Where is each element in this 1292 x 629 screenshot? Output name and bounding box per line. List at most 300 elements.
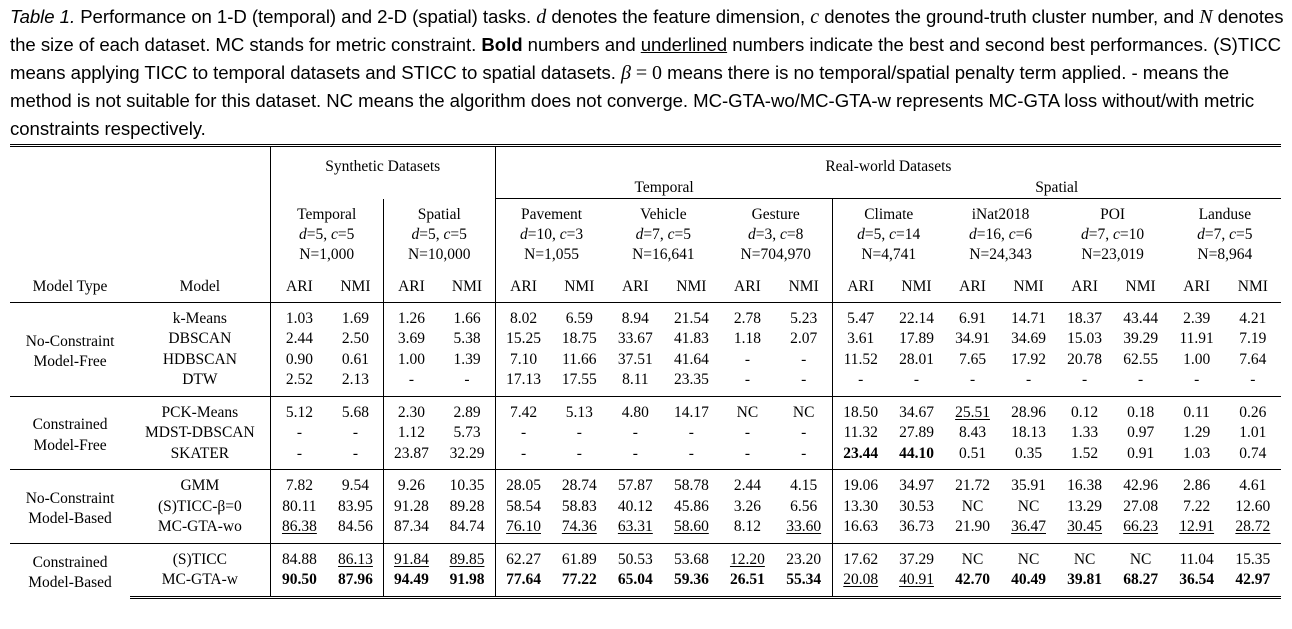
score-cell: - — [969, 371, 976, 388]
model-name-cell: HDBSCAN — [162, 350, 237, 368]
score-cell: 7.42 — [495, 396, 551, 423]
dataset-name: Gesture — [751, 206, 800, 223]
table-row — [10, 444, 1281, 470]
score-cell: 0.74 — [1239, 444, 1267, 462]
score-cell: - — [270, 423, 328, 444]
score-cell: 39.81 — [1057, 570, 1113, 597]
score-cell: - — [744, 424, 750, 441]
score-cell: 43.44 — [1113, 302, 1169, 329]
score-cell: 23.20 — [775, 543, 832, 570]
table-row — [10, 329, 1281, 350]
score-cell: 36.47 — [1011, 518, 1046, 535]
score-cell: NC — [1057, 543, 1113, 570]
score-cell: 1.01 — [1239, 424, 1267, 441]
score-cell: 8.94 — [607, 302, 663, 329]
score-cell: 8.11 — [622, 371, 649, 388]
score-cell: 30.45 — [1067, 518, 1103, 535]
dataset-size: N=16,641 — [632, 246, 695, 263]
score-cell: 2.78 — [719, 302, 775, 329]
score-cell: 61.89 — [551, 543, 607, 570]
dataset-size: N=23,019 — [1081, 246, 1144, 263]
caption-text: numbers indicate the best and second best performances. (S)TICC means applying TICC to temporal datasets and STICC to spatial datasets. — [10, 34, 1281, 83]
score-cell: 77.22 — [551, 570, 607, 597]
score-cell: - — [913, 371, 920, 388]
param-d: d — [1197, 226, 1205, 243]
dataset-header — [719, 199, 832, 266]
score-cell: - — [352, 444, 359, 462]
dataset-header — [607, 199, 719, 266]
metric-header-ari: ARI — [959, 278, 986, 295]
dataset-name: Landuse — [1198, 206, 1252, 223]
score-cell: 21.72 — [945, 470, 1001, 497]
score-cell: 0.12 — [1057, 396, 1113, 423]
param-c: c — [443, 225, 451, 243]
model-name-cell: (S)TICC-β=0 — [157, 497, 242, 515]
score-cell: 50.53 — [607, 543, 663, 570]
score-cell: 5.23 — [775, 302, 832, 329]
dataset-params — [1169, 225, 1281, 245]
score-cell: 16.63 — [832, 517, 888, 543]
score-cell: 41.83 — [673, 330, 709, 347]
score-cell: 14.17 — [663, 396, 719, 423]
param-d-value: =7, — [1204, 226, 1230, 243]
realworld-datasets-header: Real-world Datasets — [495, 146, 1281, 178]
score-cell: 11.32 — [832, 423, 888, 444]
score-cell: 77.64 — [495, 570, 551, 597]
score-cell: - — [801, 424, 807, 441]
score-cell: NC — [961, 497, 984, 515]
score-cell: 5.13 — [551, 396, 607, 423]
dataset-params — [271, 225, 383, 245]
dataset-params — [833, 225, 945, 245]
score-cell: 28.72 — [1235, 518, 1271, 535]
score-cell: 15.25 — [495, 329, 551, 350]
score-cell: 0.11 — [1169, 396, 1225, 423]
score-cell: 0.91 — [1127, 444, 1155, 462]
score-cell: 55.34 — [775, 570, 832, 597]
param-d: d — [411, 225, 420, 243]
score-cell: 2.89 — [439, 396, 495, 423]
score-cell: 1.03 — [1183, 444, 1211, 462]
score-cell: 12.20 — [719, 543, 775, 570]
model-name-cell: k-Means — [130, 302, 270, 329]
table-row — [10, 370, 1281, 396]
score-cell: - — [1025, 371, 1032, 388]
metric-header-nmi: NMI — [788, 278, 819, 295]
score-cell: 11.91 — [1179, 330, 1214, 347]
score-cell: 1.29 — [1183, 424, 1211, 441]
score-cell: - — [1082, 371, 1088, 388]
score-cell: 5.68 — [328, 396, 383, 423]
score-cell: - — [270, 444, 328, 470]
model-type-cell — [10, 396, 130, 470]
dataset-params — [945, 225, 1057, 245]
results-table — [10, 144, 1281, 599]
score-cell: NC — [1113, 543, 1169, 570]
model-name-cell: DTW — [182, 371, 218, 388]
param-c: c — [1008, 226, 1016, 243]
dataset-params — [719, 225, 832, 245]
score-cell: - — [744, 371, 750, 388]
score-cell: 0.26 — [1225, 396, 1281, 423]
score-cell: 91.28 — [383, 497, 439, 518]
param-c: c — [667, 226, 675, 243]
dataset-params — [496, 225, 608, 245]
score-cell: - — [801, 350, 807, 368]
param-c-value: =5 — [337, 225, 355, 243]
param-c-value: =8 — [786, 226, 804, 243]
score-cell: 39.29 — [1123, 330, 1159, 347]
model-type-cell — [10, 302, 130, 396]
score-cell: 7.10 — [495, 350, 551, 371]
param-c-value: =3 — [566, 226, 584, 243]
dataset-params — [607, 225, 719, 245]
score-cell: - — [632, 424, 638, 441]
score-cell: 58.78 — [663, 470, 719, 497]
param-d: d — [1081, 226, 1089, 243]
score-cell: 16.38 — [1057, 470, 1113, 497]
param-d: d — [857, 226, 865, 243]
score-cell: 86.38 — [270, 517, 328, 543]
score-cell: 18.37 — [1057, 302, 1113, 329]
score-cell: 35.91 — [1001, 470, 1057, 497]
score-cell: - — [688, 444, 694, 462]
score-cell: 5.73 — [453, 424, 481, 441]
temporal-group-header: Temporal — [495, 178, 832, 199]
score-cell: 4.21 — [1225, 302, 1281, 329]
score-cell: - — [744, 444, 750, 462]
model-type-cell — [10, 543, 130, 597]
score-cell: 30.53 — [899, 497, 934, 515]
score-cell: 34.69 — [1011, 330, 1046, 347]
score-cell: 2.07 — [790, 330, 818, 347]
table-row — [10, 396, 1281, 423]
score-cell: 7.82 — [270, 470, 328, 497]
param-d-value: =3, — [755, 226, 780, 243]
dataset-size: N=1,000 — [299, 245, 355, 263]
score-cell: 3.26 — [733, 497, 761, 515]
score-cell: 8.12 — [733, 518, 761, 535]
param-c: c — [330, 225, 338, 243]
score-cell: 8.02 — [495, 302, 551, 329]
table-row — [10, 570, 1281, 597]
score-cell: 53.68 — [663, 543, 719, 570]
metric-header-nmi: NMI — [1237, 278, 1268, 295]
score-cell: - — [1194, 371, 1200, 388]
score-cell: - — [744, 350, 750, 368]
score-cell: 1.39 — [453, 350, 481, 368]
score-cell: 1.69 — [328, 302, 383, 329]
model-name-cell: (S)TICC — [130, 543, 270, 570]
score-cell: 91.98 — [439, 570, 495, 597]
score-cell: 15.35 — [1225, 543, 1281, 570]
model-header: Model — [179, 278, 221, 295]
score-cell: 20.78 — [1067, 350, 1103, 368]
score-cell: 84.88 — [270, 543, 328, 570]
param-d-value: =16, — [976, 226, 1009, 243]
score-cell: 3.61 — [832, 329, 888, 350]
score-cell: 65.04 — [607, 570, 663, 597]
score-cell: 1.00 — [383, 350, 439, 371]
score-cell: 34.91 — [955, 330, 990, 347]
synthetic-datasets-header: Synthetic Datasets — [270, 146, 495, 178]
score-cell: 27.08 — [1123, 497, 1159, 515]
table-row — [10, 517, 1281, 543]
metric-header-ari: ARI — [270, 265, 328, 302]
dataset-size: N=1,055 — [524, 246, 579, 263]
dataset-size: N=704,970 — [740, 246, 811, 263]
score-cell: - — [801, 371, 807, 388]
table-row — [10, 423, 1281, 444]
score-cell: 36.54 — [1169, 570, 1225, 597]
score-cell: 1.66 — [439, 302, 495, 329]
score-cell: NC — [775, 396, 832, 423]
score-cell: 87.34 — [383, 517, 439, 543]
score-cell: 4.15 — [775, 470, 832, 497]
score-cell: 2.39 — [1169, 302, 1225, 329]
dataset-size: N=8,964 — [1197, 246, 1253, 263]
score-cell: 87.96 — [328, 570, 383, 597]
score-cell: 18.13 — [1011, 424, 1046, 441]
caption-text: denotes the feature dimension, — [546, 6, 811, 27]
param-d: d — [519, 226, 528, 243]
score-cell: 89.85 — [439, 543, 495, 570]
model-type-line: Constrained — [32, 416, 108, 434]
param-d: d — [968, 226, 977, 243]
score-cell: 36.73 — [899, 518, 934, 535]
score-cell: 17.55 — [561, 371, 597, 388]
caption-text: Performance on 1-D (temporal) and 2-D (spatial) tasks. — [75, 6, 537, 27]
score-cell: 0.97 — [1127, 424, 1155, 441]
param-d-value: =7, — [1088, 226, 1114, 243]
score-cell: 7.22 — [1183, 497, 1211, 515]
caption-math-beta: β — [621, 62, 631, 84]
param-d-value: =5, — [419, 225, 444, 243]
score-cell: - — [1250, 371, 1256, 388]
metric-header-ari: ARI — [383, 265, 439, 302]
table-caption — [10, 3, 1286, 143]
dataset-size: N=10,000 — [407, 245, 471, 263]
score-cell: 15.03 — [1067, 330, 1103, 347]
dataset-header — [945, 199, 1057, 266]
dataset-name: Climate — [864, 206, 914, 223]
model-type-line: Model-Free — [33, 353, 107, 370]
score-cell: 18.50 — [832, 396, 888, 423]
score-cell: 7.19 — [1239, 330, 1267, 347]
caption-math-n: N — [1199, 6, 1213, 28]
param-c-value: =10 — [1119, 226, 1145, 243]
score-cell: 59.36 — [663, 570, 719, 597]
score-cell: 57.87 — [607, 470, 663, 497]
model-name-cell: SKATER — [170, 444, 230, 462]
score-cell: 34.97 — [888, 470, 944, 497]
model-type-header: Model Type — [32, 278, 108, 295]
dataset-header — [1057, 199, 1169, 266]
dataset-header — [832, 199, 944, 266]
param-d-value: =7, — [643, 226, 668, 243]
metric-header-nmi: NMI — [1013, 278, 1044, 295]
score-cell: 23.35 — [673, 371, 709, 388]
caption-text: denotes the size of each dataset. MC stands for metric constraint. — [10, 6, 1284, 55]
dataset-name: Pavement — [520, 206, 583, 223]
table-row — [10, 302, 1281, 329]
score-cell: 12.60 — [1235, 497, 1271, 515]
score-cell: 28.01 — [899, 350, 934, 368]
score-cell: 18.75 — [561, 330, 597, 347]
score-cell: 17.92 — [1011, 350, 1046, 368]
score-cell: 4.61 — [1225, 470, 1281, 497]
dataset-header — [1169, 199, 1281, 266]
dataset-params — [384, 225, 495, 245]
score-cell: 26.51 — [719, 570, 775, 597]
score-cell: 6.56 — [790, 497, 818, 515]
param-c: c — [1229, 226, 1237, 243]
score-cell: 37.29 — [888, 543, 944, 570]
model-type-line: Model-Free — [33, 436, 107, 454]
score-cell: 8.43 — [958, 424, 987, 441]
model-type-line: No-Constraint — [25, 489, 115, 507]
score-cell: 68.27 — [1113, 570, 1169, 597]
param-c-value: =14 — [896, 226, 921, 243]
dataset-name: Vehicle — [640, 206, 687, 223]
dataset-name: Spatial — [417, 205, 461, 223]
score-cell: 41.64 — [673, 350, 709, 368]
score-cell: 0.61 — [341, 350, 369, 368]
score-cell: 42.70 — [945, 570, 1001, 597]
score-cell: 28.96 — [1001, 396, 1057, 423]
metric-header-ari: ARI — [734, 278, 761, 295]
score-cell: NC — [1017, 497, 1040, 515]
score-cell: 90.50 — [270, 570, 328, 597]
dataset-size: N=4,741 — [861, 246, 917, 263]
score-cell: 1.03 — [270, 302, 328, 329]
param-d: d — [298, 225, 307, 243]
score-cell: - — [383, 370, 439, 396]
model-type-line: Model-Based — [28, 510, 112, 528]
model-type-line: Constrained — [32, 553, 108, 571]
score-cell: 0.35 — [1015, 444, 1043, 462]
model-name-cell: PCK-Means — [130, 396, 270, 423]
model-type-line: No-Constraint — [25, 332, 115, 350]
metric-header-ari: ARI — [621, 278, 649, 295]
score-cell: 23.44 — [832, 444, 888, 470]
metric-header-nmi: NMI — [340, 278, 371, 295]
score-cell: 7.64 — [1239, 350, 1267, 368]
dataset-size: N=24,343 — [969, 246, 1032, 263]
caption-math-eq: = 0 — [630, 62, 663, 84]
score-cell: 62.55 — [1123, 350, 1159, 368]
dataset-name: POI — [1100, 206, 1126, 223]
score-cell: 6.59 — [551, 302, 607, 329]
score-cell: NC — [945, 543, 1001, 570]
score-cell: - — [352, 424, 359, 441]
metric-header-ari: ARI — [832, 265, 888, 302]
score-cell: 37.51 — [617, 350, 653, 368]
score-cell: 63.31 — [617, 518, 653, 535]
score-cell: 5.47 — [832, 302, 888, 329]
score-cell: 34.67 — [888, 396, 944, 423]
metric-header-ari: ARI — [1183, 278, 1210, 295]
dataset-name: iNat2018 — [971, 206, 1030, 223]
score-cell: 1.18 — [733, 330, 761, 347]
caption-math-d: d — [536, 6, 547, 28]
score-cell: NC — [719, 396, 775, 423]
caption-label: Table 1. — [10, 6, 76, 27]
param-c-value: =5 — [1236, 226, 1253, 243]
param-c-value: =5 — [450, 225, 467, 243]
param-d: d — [635, 226, 644, 243]
param-c: c — [889, 226, 897, 243]
table-row — [10, 543, 1281, 570]
score-cell: 33.67 — [617, 330, 653, 347]
score-cell: 14.71 — [1001, 302, 1057, 329]
score-cell: - — [464, 371, 470, 388]
table-row — [10, 470, 1281, 497]
score-cell: 45.86 — [673, 497, 709, 515]
score-cell: 80.11 — [270, 497, 328, 518]
score-cell: 17.62 — [832, 543, 888, 570]
metric-header-nmi: NMI — [901, 278, 932, 295]
score-cell: 2.44 — [270, 329, 328, 350]
score-cell: 2.52 — [270, 370, 328, 396]
score-cell: 33.60 — [786, 518, 822, 535]
score-cell: 0.90 — [270, 350, 328, 371]
score-cell: 74.36 — [561, 518, 597, 535]
score-cell: 28.74 — [551, 470, 607, 497]
table-row — [10, 350, 1281, 371]
caption-underlined-word: underlined — [640, 34, 728, 55]
score-cell: - — [495, 423, 551, 444]
score-cell: 7.65 — [958, 350, 987, 368]
score-cell: 2.86 — [1169, 470, 1225, 497]
model-name-cell: MDST-DBSCAN — [145, 424, 255, 441]
score-cell: 2.44 — [719, 470, 775, 497]
score-cell: 5.12 — [270, 396, 328, 423]
score-cell: 11.52 — [832, 350, 888, 371]
score-cell: 23.87 — [383, 444, 439, 470]
param-d-value: =5, — [306, 225, 331, 243]
score-cell: 86.13 — [328, 543, 383, 570]
score-cell: 0.18 — [1113, 396, 1169, 423]
score-cell: 5.38 — [453, 330, 481, 347]
score-cell: 1.26 — [383, 302, 439, 329]
score-cell: 4.80 — [607, 396, 663, 423]
score-cell: 12.91 — [1179, 518, 1215, 535]
score-cell: 20.08 — [832, 570, 888, 597]
param-c: c — [1113, 226, 1120, 243]
score-cell: 66.23 — [1123, 518, 1159, 535]
score-cell: 32.29 — [449, 444, 485, 462]
param-c: c — [779, 226, 787, 243]
score-cell: 1.00 — [1183, 350, 1211, 368]
metric-header-nmi: NMI — [451, 278, 483, 295]
score-cell: - — [576, 424, 582, 441]
score-cell: 42.96 — [1113, 470, 1169, 497]
param-c-value: =6 — [1015, 226, 1033, 243]
score-cell: - — [801, 444, 807, 462]
dataset-params — [1057, 225, 1169, 245]
caption-text: means there is no temporal/spatial penalty term applied. - means the method is not suitable for this dataset. NC means the algorithm does not converge. MC-GTA-wo/MC-GTA-w represents MC-GTA loss without/with metric constraints respectively. — [10, 62, 1255, 139]
param-d-value: =5, — [864, 226, 890, 243]
metric-header-ari: ARI — [495, 265, 551, 302]
dataset-name: Temporal — [297, 205, 357, 223]
score-cell: 76.10 — [495, 517, 551, 543]
metric-header-ari: ARI — [1071, 278, 1098, 295]
metric-header-nmi: NMI — [676, 278, 707, 295]
param-c-value: =5 — [674, 226, 692, 243]
score-cell: 11.66 — [562, 350, 597, 368]
score-cell: 91.84 — [383, 543, 439, 570]
